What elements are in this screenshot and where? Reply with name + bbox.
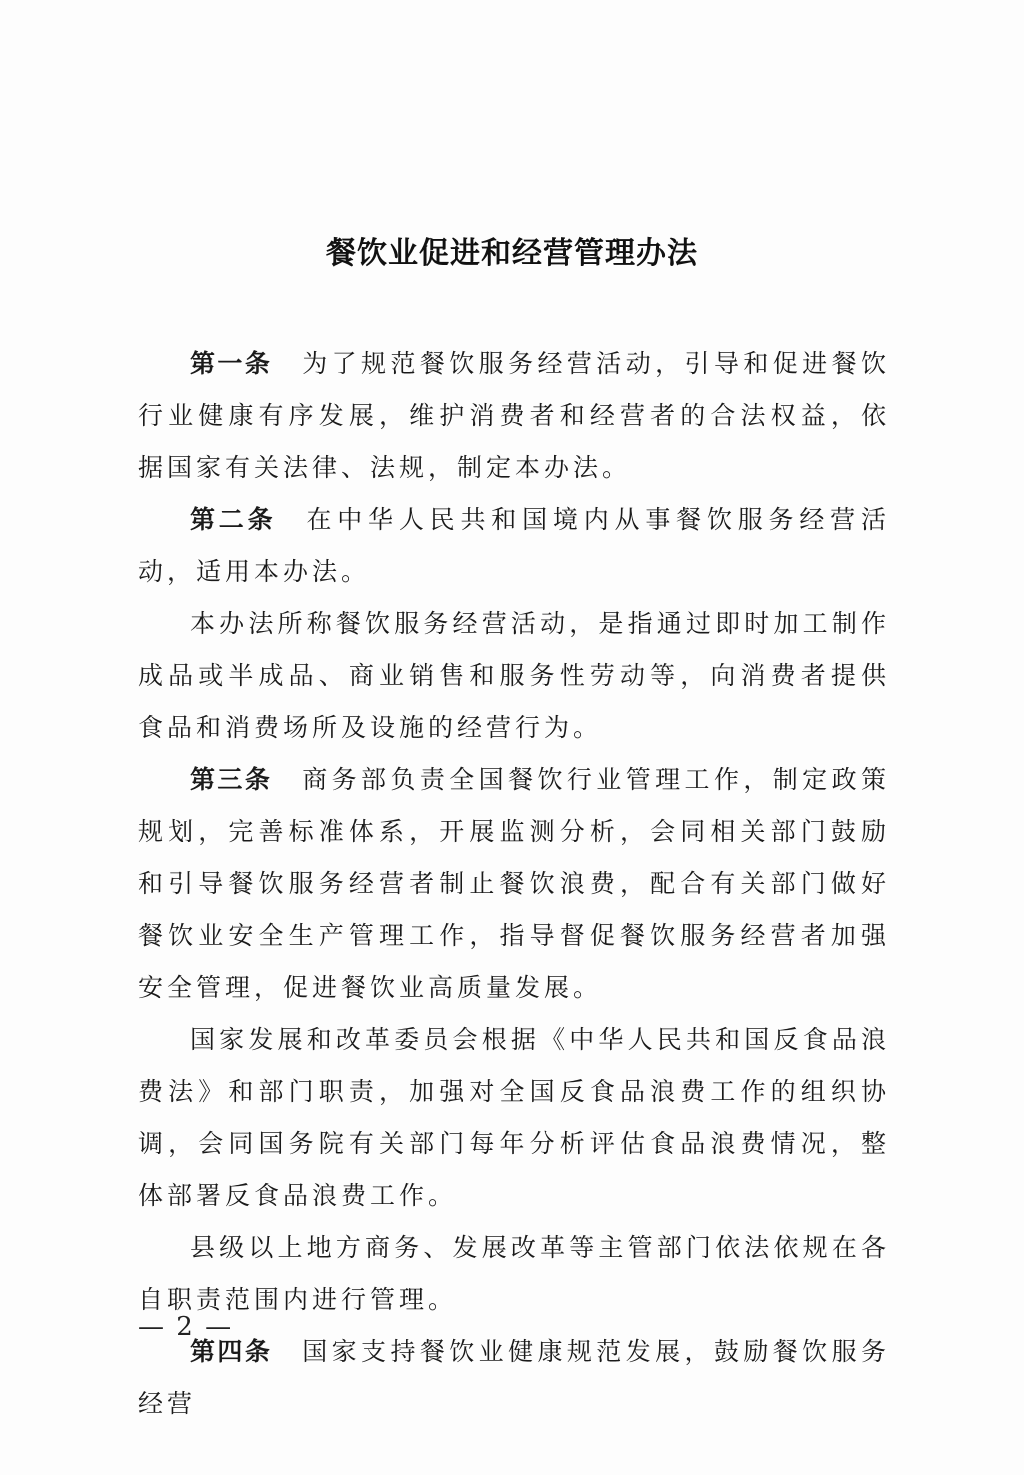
- paragraph-article-3: [138, 754, 890, 1014]
- paragraph-text: 商务部负责全国餐饮行业管理工作，制定政策规划，完善标准体系，开展监测分析，会同相关部门鼓励和引导餐饮服务经营者制止餐饮浪费，配合有关部门做好餐饮业安全生产管理工作，指导督促餐饮服务经营者加强安全管理，促进餐饮业高质量发展。: [138, 765, 890, 1002]
- paragraph-article-2-definition: [138, 598, 890, 754]
- paragraph-text: 县级以上地方商务、发展改革等主管部门依法依规在各自职责范围内进行管理。: [138, 1233, 890, 1314]
- paragraph-article-1: [138, 338, 890, 494]
- paragraph-text: 为了规范餐饮服务经营活动，引导和促进餐饮行业健康有序发展，维护消费者和经营者的合法权益，依据国家有关法律、法规，制定本办法。: [138, 349, 890, 482]
- paragraph-text: 本办法所称餐饮服务经营活动，是指通过即时加工制作成品或半成品、商业销售和服务性劳动等，向消费者提供食品和消费场所及设施的经营行为。: [138, 609, 890, 742]
- paragraph-text: 国家发展和改革委员会根据《中华人民共和国反食品浪费法》和部门职责，加强对全国反食品浪费工作的组织协调，会同国务院有关部门每年分析评估食品浪费情况，整体部署反食品浪费工作。: [138, 1025, 890, 1210]
- paragraph-article-4: [138, 1326, 890, 1430]
- document-title: 餐饮业促进和经营管理办法: [326, 236, 698, 271]
- paragraph-article-3-local: [138, 1222, 890, 1326]
- article-label: 第二条: [190, 505, 277, 534]
- paragraph-article-2: [138, 494, 890, 598]
- page-number: — 2 —: [138, 1312, 234, 1342]
- paragraph-text: 国家支持餐饮业健康规范发展，鼓励餐饮服务经营: [138, 1337, 890, 1418]
- article-label: 第一条: [190, 349, 273, 378]
- paragraph-text: 在中华人民共和国境内从事餐饮服务经营活动，适用本办法。: [138, 505, 890, 586]
- document-body: [138, 338, 890, 1430]
- paragraph-article-3-ndrc: [138, 1014, 890, 1222]
- article-label: 第四条: [190, 1337, 273, 1366]
- article-label: 第三条: [190, 765, 273, 794]
